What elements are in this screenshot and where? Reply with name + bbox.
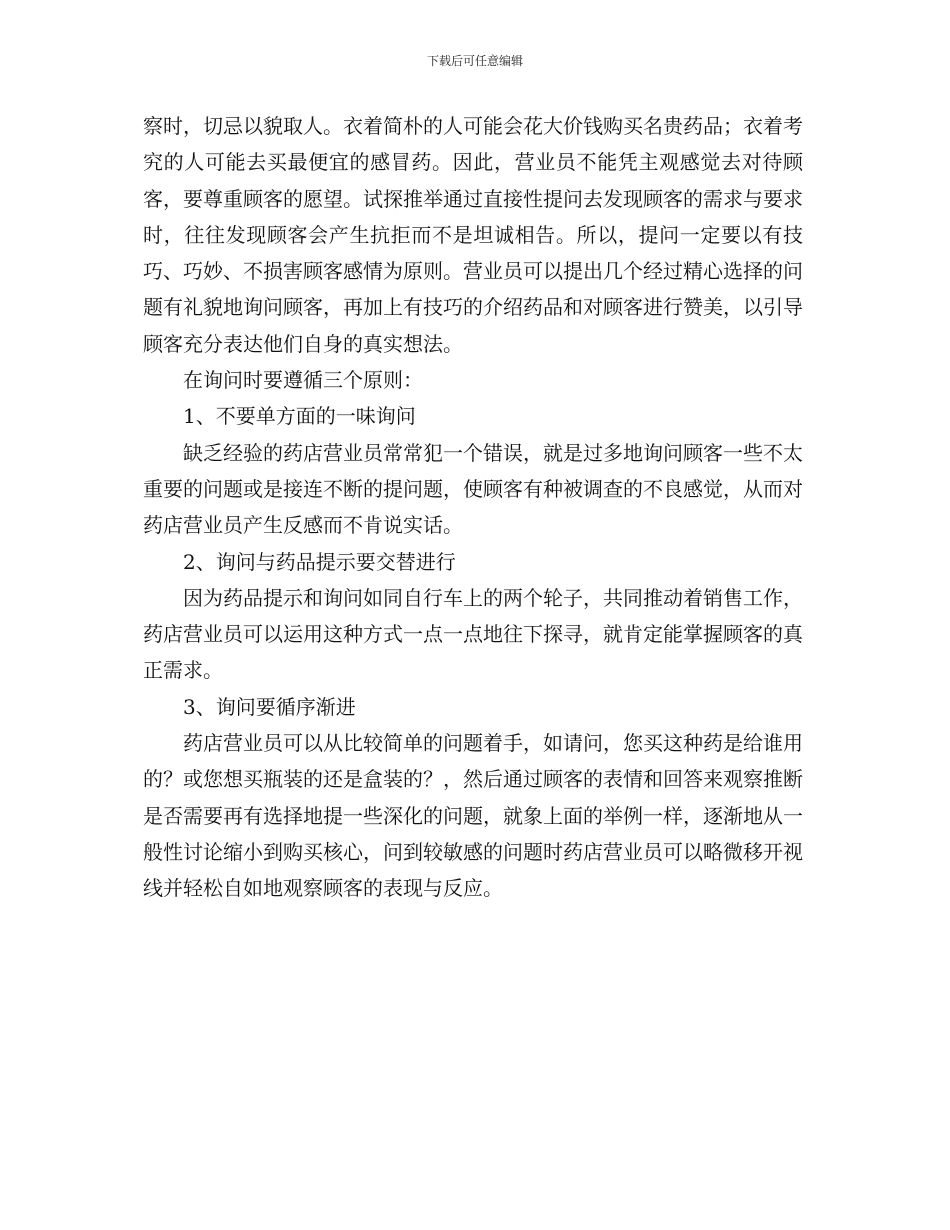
heading-principle-2: 2、询问与药品提示要交替进行 xyxy=(183,549,456,574)
paragraph-continuation: 察时，切忌以貌取人。衣着简朴的人可能会花大价钱购买名贵药品；衣着考究的人可能去买最便宜的感冒药。因此，营业员不能凭主观感觉去对待顾客，要尊重顾客的愿望。试探推举通过直接性提问去发现顾客的需求与要求时，往往发现顾客会产生抗拒而不是坦诚相告。所以，提问一定要以有技巧、巧妙、不损害顾客感情为原则。营业员可以提出几个经过精心选择的问题有礼貌地询问顾客，再加上有技巧的介绍药品和对顾客进行赞美，以引导顾客充分表达他们自身的真实想法。 xyxy=(143,114,803,356)
paragraph-principle-2: 因为药品提示和询问如同自行车上的两个轮子，共同推动着销售工作，药店营业员可以运用这种方式一点一点地往下探寻，就肯定能掌握顾客的真正需求。 xyxy=(143,585,803,683)
paragraph-principle-3: 药店营业员可以从比较简单的问题着手，如请问，您买这种药是给谁用的？或您想买瓶装的还是盒装的？，然后通过顾客的表情和回答来观察推断是否需要再有选择地提一些深化的问题，就象上面的举例一样，逐渐地从一般性讨论缩小到购买核心，问到较敏感的问题时药店营业员可以略微移开视线并轻松自如地观察顾客的表现与反应。 xyxy=(143,731,803,901)
heading-principle-3: 3、询问要循序渐进 xyxy=(183,694,356,719)
paragraph-principles-intro: 在询问时要遵循三个原则： xyxy=(183,368,423,393)
document-body xyxy=(143,108,803,907)
paragraph-principle-1: 缺乏经验的药店营业员常常犯一个错误，就是过多地询问顾客一些不太重要的问题或是接连不断的提问题，使顾客有种被调查的不良感觉，从而对药店营业员产生反感而不肯说实话。 xyxy=(143,440,803,538)
heading-principle-1: 1、不要单方面的一味询问 xyxy=(183,404,416,429)
header-note: 下载后可任意编辑 xyxy=(426,54,523,68)
